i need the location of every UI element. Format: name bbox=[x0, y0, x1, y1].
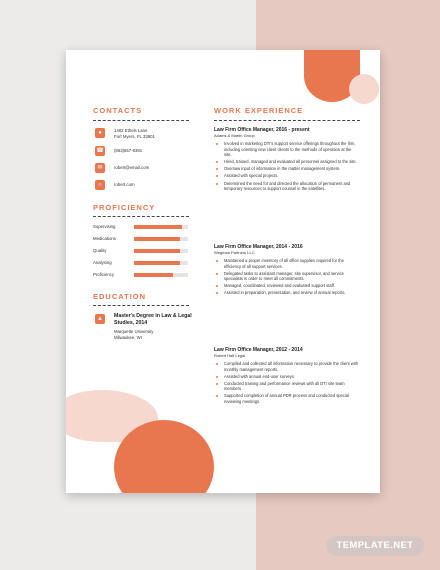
skill-bar-fill bbox=[134, 249, 180, 253]
skill-bar bbox=[134, 249, 188, 253]
skill-bar bbox=[134, 273, 188, 277]
skill-bar bbox=[134, 225, 188, 229]
phone-text: (863)657-8391 bbox=[114, 148, 143, 153]
graduation-cap-icon: ▲ bbox=[95, 314, 105, 324]
job-bullet: Oversaw input of information in the matter management system. bbox=[214, 166, 360, 172]
skill-bar-fill bbox=[134, 237, 180, 241]
skill-label: Proficiency bbox=[93, 272, 115, 277]
address-line-1: 1482 Ethels Lane bbox=[114, 128, 148, 133]
education-location: Milwaukee, WI bbox=[114, 335, 142, 340]
decor-circle-small bbox=[349, 74, 379, 104]
job-bullet: Delegated tasks to assistant manager, site supervisor, and service specialists in order to meet all commitments. bbox=[214, 271, 360, 282]
job-bullet: Managed, coordinated, reviewed and evaluated support staff. bbox=[214, 283, 360, 289]
globe-icon: ○ bbox=[95, 180, 105, 190]
skill-bar-fill bbox=[134, 273, 173, 277]
education-degree: Master's Degree in Law & Legal Studies, 2014 bbox=[114, 313, 192, 326]
job-bullet: Conducted training and performance reviews with all DTI site team members. bbox=[214, 381, 360, 392]
address-line-2: Fort Myers, FL 33901 bbox=[114, 133, 155, 139]
job-title: Law Firm Office Manager, 2012 - 2014 bbox=[214, 347, 303, 353]
skill-label: Medications bbox=[93, 236, 116, 241]
job-title: Law Firm Office Manager, 2016 - present bbox=[214, 127, 310, 133]
skill-label: Analysing bbox=[93, 260, 112, 265]
job-bullet: Maintained a proper inventory of all office supplies required for the efficiency of all support services. bbox=[214, 258, 360, 269]
job-entry-3 bbox=[214, 347, 360, 406]
job-entry-1 bbox=[214, 127, 360, 193]
skill-label: Quality bbox=[93, 248, 107, 253]
education-divider bbox=[93, 305, 189, 306]
job-company: Wegman Partners LLC bbox=[214, 250, 255, 255]
resume-page bbox=[66, 50, 380, 493]
skill-bar-fill bbox=[134, 261, 180, 265]
education-school: Marquette University bbox=[114, 329, 154, 334]
job-company: Adams & Martin Group bbox=[214, 133, 255, 138]
job-bullet: Assisted in preparation, presentation, and review of annual reports. bbox=[214, 290, 360, 296]
job-bullet: Assisted with special projects. bbox=[214, 173, 360, 179]
job-bullet: Hired, trained, managed and evaluated all personnel assigned to the site. bbox=[214, 159, 360, 165]
experience-heading: WORK EXPERIENCE bbox=[214, 106, 304, 115]
job-bullet: Determined the need for and directed the allocation of permanent and temporary resources to support counsel in the satellites. bbox=[214, 181, 360, 192]
job-entry-2 bbox=[214, 244, 360, 298]
proficiency-heading: PROFICIENCY bbox=[93, 203, 156, 212]
contacts-divider bbox=[93, 120, 189, 121]
template-net-badge[interactable] bbox=[326, 536, 424, 556]
job-bullet: Assisted with annual end-user surveys. bbox=[214, 374, 360, 380]
watermark-text: TEMPLATE.NET bbox=[336, 540, 414, 551]
website-text: robert.com bbox=[114, 182, 135, 187]
contacts-heading: CONTACTS bbox=[93, 106, 143, 115]
skill-bar bbox=[134, 261, 188, 265]
email-icon: ✉ bbox=[95, 163, 105, 173]
email-text: robert@email.com bbox=[114, 165, 150, 170]
job-company: Robert Half Legal bbox=[214, 353, 246, 358]
phone-icon: ☎ bbox=[96, 148, 104, 154]
job-bullet: Supported completion of annual PDR process and conducted special reviewing meetings. bbox=[214, 393, 360, 404]
experience-divider bbox=[214, 120, 360, 121]
job-bullet: Involved in marketing DTI's support service offerings throughout the firm, including orienting new client clients to the methods of operation at the site. bbox=[214, 141, 360, 158]
job-title: Law Firm Office Manager, 2014 - 2016 bbox=[214, 244, 303, 250]
education-heading: EDUCATION bbox=[93, 292, 147, 301]
proficiency-divider bbox=[93, 216, 189, 217]
job-bullet: Compiled and collected all information necessary to provide the client with monthly management reports. bbox=[214, 361, 360, 372]
skill-bar bbox=[134, 237, 188, 241]
location-pin-icon: ● bbox=[95, 128, 105, 138]
skill-label: Supervising bbox=[93, 224, 116, 229]
skill-bar-fill bbox=[134, 225, 182, 229]
